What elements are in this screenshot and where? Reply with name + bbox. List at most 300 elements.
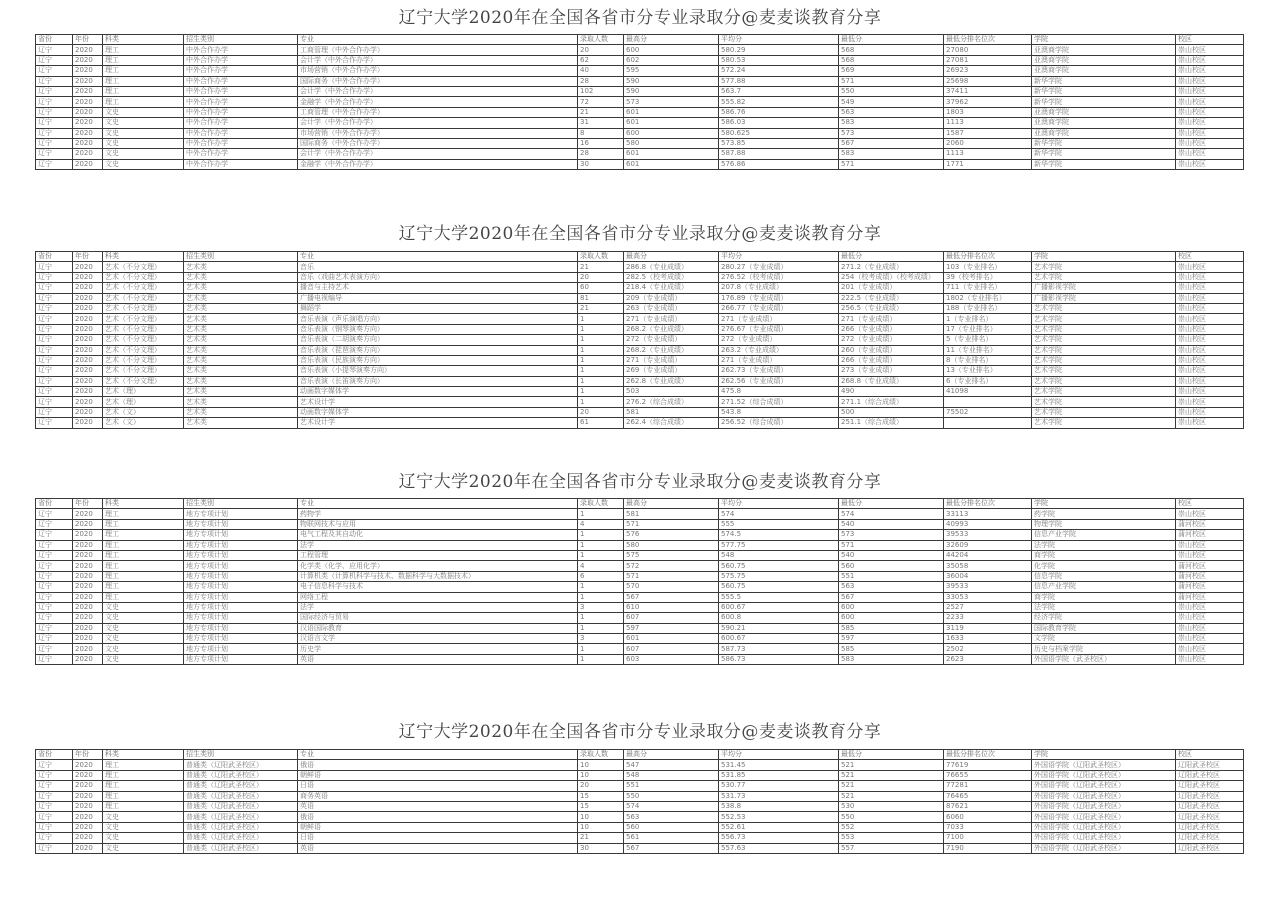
- table-cell: 理工: [103, 66, 184, 76]
- table-cell: 崇山校区: [1176, 602, 1244, 612]
- table-cell: 2233: [944, 613, 1032, 623]
- table-cell: 581: [624, 509, 719, 519]
- table-cell: 辽阳武圣校区: [1176, 843, 1244, 853]
- table-cell: 理工: [103, 582, 184, 592]
- table-cell: 601: [624, 634, 719, 644]
- table-cell: 辽宁: [36, 149, 73, 159]
- table-cell: 地方专项计划: [184, 582, 298, 592]
- table-cell: 崇山校区: [1176, 397, 1244, 407]
- table-cell: 理工: [103, 519, 184, 529]
- table-cell: 30: [578, 159, 624, 169]
- table-cell: 572.24: [719, 66, 839, 76]
- table-cell: 531.73: [719, 791, 839, 801]
- table-cell: 辽宁: [36, 387, 73, 397]
- table-row: [36, 418, 1244, 428]
- table-header-row: [36, 750, 1244, 760]
- table-cell: 25698: [944, 76, 1032, 86]
- column-header: 招生类别: [184, 252, 298, 262]
- table-cell: 辽宁: [36, 262, 73, 272]
- table-cell: 文史: [103, 623, 184, 633]
- table-row: [36, 314, 1244, 324]
- score-table: [35, 498, 1244, 665]
- table-cell: 552: [839, 822, 944, 832]
- table-row: [36, 407, 1244, 417]
- table-cell: 艺术类: [184, 345, 298, 355]
- table-cell: 普通类（辽阳武圣校区）: [184, 822, 298, 832]
- table-cell: 2020: [73, 540, 103, 550]
- table-cell: 崇山校区: [1176, 66, 1244, 76]
- table-cell: 1: [578, 324, 624, 334]
- table-cell: 音乐表演（声乐演唱方向）: [298, 314, 578, 324]
- column-header: 专业: [298, 499, 578, 509]
- table-cell: 英语: [298, 843, 578, 853]
- table-cell: 563: [624, 812, 719, 822]
- column-header: 平均分: [719, 750, 839, 760]
- column-header: 最低分排名位次: [944, 252, 1032, 262]
- table-cell: 188（专业排名）: [944, 303, 1032, 313]
- table-cell: 1633: [944, 634, 1032, 644]
- table-cell: 577.75: [719, 540, 839, 550]
- table-cell: 电气工程及其自动化: [298, 530, 578, 540]
- table-cell: 8（专业排名）: [944, 355, 1032, 365]
- table-cell: 历史与档案学院: [1032, 644, 1176, 654]
- table-cell: 218.4（专业成绩）: [624, 283, 719, 293]
- table-cell: 37962: [944, 97, 1032, 107]
- table-cell: 2020: [73, 324, 103, 334]
- table-cell: 2020: [73, 770, 103, 780]
- table-cell: 2020: [73, 283, 103, 293]
- table-cell: 2020: [73, 602, 103, 612]
- table-cell: 会计学（中外合作办学）: [298, 55, 578, 65]
- column-header: 最高分: [624, 499, 719, 509]
- table-cell: [944, 418, 1032, 428]
- table-cell: 563: [839, 582, 944, 592]
- table-cell: 辽宁: [36, 582, 73, 592]
- table-cell: 595: [624, 66, 719, 76]
- table-cell: 2020: [73, 293, 103, 303]
- table-cell: 201（专业成绩）: [839, 283, 944, 293]
- table-cell: 艺术类: [184, 262, 298, 272]
- table-cell: 272（专业成绩）: [719, 335, 839, 345]
- table-cell: 2020: [73, 159, 103, 169]
- table-cell: 572: [624, 561, 719, 571]
- table-cell: 播音与主持艺术: [298, 283, 578, 293]
- table-cell: 辽宁: [36, 550, 73, 560]
- table-cell: 药学院: [1032, 509, 1176, 519]
- table-cell: 崇山校区: [1176, 634, 1244, 644]
- table-cell: 574: [839, 509, 944, 519]
- table-title-1: 辽宁大学2020年在全国各省市分专业录取分@麦麦谈教育分享: [398, 8, 882, 28]
- table-cell: 外国语学院（辽阳武圣校区）: [1032, 801, 1176, 811]
- table-cell: 艺术学院: [1032, 355, 1176, 365]
- table-cell: 2020: [73, 407, 103, 417]
- table-cell: 2020: [73, 138, 103, 148]
- table-cell: 15: [578, 791, 624, 801]
- table-cell: 外国语学院（武圣校区）: [1032, 654, 1176, 664]
- table-cell: 550: [839, 812, 944, 822]
- table-cell: 地方专项计划: [184, 530, 298, 540]
- table-cell: 571: [839, 159, 944, 169]
- table-cell: 1803: [944, 107, 1032, 117]
- table-row: [36, 159, 1244, 169]
- table-cell: 商务英语: [298, 791, 578, 801]
- table-cell: 17（专业排名）: [944, 324, 1032, 334]
- table-cell: 辽宁: [36, 760, 73, 770]
- table-cell: 艺术类: [184, 335, 298, 345]
- table-cell: 艺术（不分文理）: [103, 335, 184, 345]
- column-header: 校区: [1176, 499, 1244, 509]
- table-cell: 33053: [944, 592, 1032, 602]
- table-cell: 2020: [73, 107, 103, 117]
- table-cell: 辽宁: [36, 107, 73, 117]
- table-cell: 2020: [73, 519, 103, 529]
- table-cell: 560: [624, 822, 719, 832]
- table-cell: 崇山校区: [1176, 314, 1244, 324]
- table-cell: 电子信息科学与技术: [298, 582, 578, 592]
- table-cell: 文史: [103, 149, 184, 159]
- table-cell: 2020: [73, 509, 103, 519]
- table-row: [36, 272, 1244, 282]
- table-cell: 560.75: [719, 582, 839, 592]
- table-row: [36, 654, 1244, 664]
- table-cell: 艺术学院: [1032, 262, 1176, 272]
- table-cell: 普通类（辽阳武圣校区）: [184, 801, 298, 811]
- table-cell: 广播影视学院: [1032, 293, 1176, 303]
- table-cell: 俄语: [298, 812, 578, 822]
- table-row: [36, 519, 1244, 529]
- column-header: 学院: [1032, 252, 1176, 262]
- table-cell: 711（专业排名）: [944, 283, 1032, 293]
- table-cell: [944, 397, 1032, 407]
- table-cell: 亚澳商学院: [1032, 128, 1176, 138]
- table-cell: 理工: [103, 760, 184, 770]
- table-cell: 艺术类: [184, 355, 298, 365]
- table-cell: 20: [578, 272, 624, 282]
- table-cell: 崇山校区: [1176, 355, 1244, 365]
- column-header: 招生类别: [184, 499, 298, 509]
- table-cell: 亚澳商学院: [1032, 55, 1176, 65]
- table-cell: 2020: [73, 833, 103, 843]
- table-row: [36, 509, 1244, 519]
- table-cell: 辽宁: [36, 86, 73, 96]
- table-cell: 490: [839, 387, 944, 397]
- table-cell: 37411: [944, 86, 1032, 96]
- table-cell: 102: [578, 86, 624, 96]
- table-cell: 中外合作办学: [184, 97, 298, 107]
- table-cell: 金融学（中外合作办学）: [298, 159, 578, 169]
- table-cell: 艺术类: [184, 397, 298, 407]
- table-cell: 263.2（专业成绩）: [719, 345, 839, 355]
- table-cell: 信息产业学院: [1032, 582, 1176, 592]
- table-cell: 600.67: [719, 634, 839, 644]
- table-cell: 1: [578, 366, 624, 376]
- table-cell: 中外合作办学: [184, 76, 298, 86]
- table-cell: 583: [839, 654, 944, 664]
- table-row: [36, 76, 1244, 86]
- table-cell: 7190: [944, 843, 1032, 853]
- table-cell: 21: [578, 833, 624, 843]
- column-header: 科类: [103, 252, 184, 262]
- table-cell: 地方专项计划: [184, 550, 298, 560]
- table-cell: 辽宁: [36, 791, 73, 801]
- table-cell: 普通类（辽阳武圣校区）: [184, 760, 298, 770]
- table-cell: 521: [839, 770, 944, 780]
- table-cell: 603: [624, 654, 719, 664]
- table-cell: 艺术（不分文理）: [103, 366, 184, 376]
- table-cell: 271.1（综合成绩）: [839, 397, 944, 407]
- table-cell: 崇山校区: [1176, 118, 1244, 128]
- table-cell: 辽宁: [36, 644, 73, 654]
- table-cell: 崇山校区: [1176, 550, 1244, 560]
- table-cell: 崇山校区: [1176, 86, 1244, 96]
- table-cell: 文史: [103, 654, 184, 664]
- table-cell: 1: [578, 530, 624, 540]
- table-cell: 音乐表演（琵琶演奏方向）: [298, 345, 578, 355]
- table-row: [36, 770, 1244, 780]
- table-row: [36, 613, 1244, 623]
- table-cell: 崇山校区: [1176, 509, 1244, 519]
- table-cell: 568: [839, 45, 944, 55]
- table-cell: 552.53: [719, 812, 839, 822]
- table-cell: 561: [624, 833, 719, 843]
- table-row: [36, 634, 1244, 644]
- table-cell: 崇山校区: [1176, 335, 1244, 345]
- table-cell: 2020: [73, 97, 103, 107]
- table-cell: 崇山校区: [1176, 540, 1244, 550]
- table-cell: 607: [624, 644, 719, 654]
- table-cell: 1113: [944, 149, 1032, 159]
- table-row: [36, 138, 1244, 148]
- table-cell: 7033: [944, 822, 1032, 832]
- table-cell: 10: [578, 760, 624, 770]
- table-cell: 2020: [73, 366, 103, 376]
- table-cell: 崇山校区: [1176, 407, 1244, 417]
- table-cell: 2020: [73, 801, 103, 811]
- table-cell: 文史: [103, 644, 184, 654]
- table-cell: 崇山校区: [1176, 107, 1244, 117]
- table-cell: 崇山校区: [1176, 418, 1244, 428]
- table-row: [36, 812, 1244, 822]
- table-cell: 崇山校区: [1176, 613, 1244, 623]
- table-cell: 艺术类: [184, 366, 298, 376]
- table-cell: 6（专业排名）: [944, 376, 1032, 386]
- table-cell: 569: [839, 66, 944, 76]
- table-cell: 27081: [944, 55, 1032, 65]
- table-cell: 75502: [944, 407, 1032, 417]
- table-cell: 音乐表演（钢琴演奏方向）: [298, 324, 578, 334]
- table-cell: 571: [624, 571, 719, 581]
- table-cell: 585: [839, 644, 944, 654]
- table-title-3: 辽宁大学2020年在全国各省市分专业录取分@麦麦谈教育分享: [398, 472, 882, 492]
- table-cell: 辽宁: [36, 654, 73, 664]
- column-header: 专业: [298, 750, 578, 760]
- column-header: 录取人数: [578, 750, 624, 760]
- table-cell: 外国语学院（辽阳武圣校区）: [1032, 822, 1176, 832]
- admission-table-2: [35, 251, 1243, 429]
- table-cell: 547: [624, 760, 719, 770]
- table-cell: 580.53: [719, 55, 839, 65]
- table-cell: 1: [578, 654, 624, 664]
- column-header: 省份: [36, 750, 73, 760]
- table-cell: 1: [578, 623, 624, 633]
- table-cell: 中外合作办学: [184, 45, 298, 55]
- table-cell: 271（专业成绩）: [624, 314, 719, 324]
- table-cell: 2020: [73, 118, 103, 128]
- table-cell: 26923: [944, 66, 1032, 76]
- table-cell: 268.2（专业成绩）: [624, 345, 719, 355]
- column-header: 年份: [73, 252, 103, 262]
- table-cell: 艺术（不分文理）: [103, 324, 184, 334]
- table-cell: 外国语学院（辽阳武圣校区）: [1032, 760, 1176, 770]
- table-cell: 2020: [73, 592, 103, 602]
- table-cell: 商学院: [1032, 592, 1176, 602]
- table-cell: 新华学院: [1032, 97, 1176, 107]
- table-cell: 549: [839, 97, 944, 107]
- table-cell: 文史: [103, 138, 184, 148]
- table-cell: 2020: [73, 760, 103, 770]
- table-cell: 普通类（辽阳武圣校区）: [184, 843, 298, 853]
- table-cell: 268.2（专业成绩）: [624, 324, 719, 334]
- table-cell: 辽宁: [36, 128, 73, 138]
- table-cell: 1: [578, 509, 624, 519]
- table-cell: 600.8: [719, 613, 839, 623]
- table-cell: 560: [839, 561, 944, 571]
- table-cell: 辽宁: [36, 138, 73, 148]
- table-cell: 61: [578, 418, 624, 428]
- table-cell: 222.5（专业成绩）: [839, 293, 944, 303]
- table-cell: 40: [578, 66, 624, 76]
- table-cell: 580: [624, 540, 719, 550]
- table-cell: 2502: [944, 644, 1032, 654]
- table-row: [36, 86, 1244, 96]
- table-cell: 辽宁: [36, 66, 73, 76]
- table-cell: 俄语: [298, 760, 578, 770]
- table-cell: 3: [578, 634, 624, 644]
- table-cell: 575: [624, 550, 719, 560]
- table-cell: 辽宁: [36, 272, 73, 282]
- table-cell: 31: [578, 118, 624, 128]
- table-cell: 600: [624, 128, 719, 138]
- table-cell: 外国语学院（辽阳武圣校区）: [1032, 843, 1176, 853]
- table-cell: 辽宁: [36, 303, 73, 313]
- table-cell: 法学: [298, 540, 578, 550]
- table-cell: 中外合作办学: [184, 138, 298, 148]
- table-cell: 2020: [73, 781, 103, 791]
- table-cell: 103（专业排名）: [944, 262, 1032, 272]
- table-cell: 21: [578, 262, 624, 272]
- table-cell: 外国语学院（辽阳武圣校区）: [1032, 791, 1176, 801]
- table-cell: 文史: [103, 602, 184, 612]
- table-cell: 地方专项计划: [184, 654, 298, 664]
- table-cell: 586.03: [719, 118, 839, 128]
- column-header: 最高分: [624, 35, 719, 45]
- table-row: [36, 781, 1244, 791]
- table-cell: 263（专业成绩）: [624, 303, 719, 313]
- table-cell: 266（专业成绩）: [839, 355, 944, 365]
- column-header: 招生类别: [184, 35, 298, 45]
- table-cell: 辽宁: [36, 76, 73, 86]
- table-cell: 艺术学院: [1032, 324, 1176, 334]
- table-cell: 历史学: [298, 644, 578, 654]
- table-cell: 1802（专业排名）: [944, 293, 1032, 303]
- table-cell: 药物学: [298, 509, 578, 519]
- table-row: [36, 303, 1244, 313]
- table-cell: 崇山校区: [1176, 97, 1244, 107]
- table-cell: 540: [839, 519, 944, 529]
- table-cell: 辽阳武圣校区: [1176, 822, 1244, 832]
- table-cell: 广播影视学院: [1032, 283, 1176, 293]
- table-cell: 2020: [73, 303, 103, 313]
- table-cell: 10: [578, 770, 624, 780]
- table-cell: 573.85: [719, 138, 839, 148]
- table-cell: 2020: [73, 397, 103, 407]
- table-cell: 国际商务（中外合作办学）: [298, 76, 578, 86]
- table-cell: 普通类（辽阳武圣校区）: [184, 812, 298, 822]
- table-cell: 辽宁: [36, 45, 73, 55]
- table-cell: 艺术类: [184, 272, 298, 282]
- table-cell: 法学院: [1032, 540, 1176, 550]
- table-cell: 538.8: [719, 801, 839, 811]
- table-cell: 2623: [944, 654, 1032, 664]
- table-cell: 2020: [73, 335, 103, 345]
- table-cell: 亚澳商学院: [1032, 66, 1176, 76]
- table-cell: 辽宁: [36, 530, 73, 540]
- table-row: [36, 602, 1244, 612]
- table-cell: 艺术（理）: [103, 397, 184, 407]
- table-cell: 2020: [73, 582, 103, 592]
- table-cell: 物联网技术与应用: [298, 519, 578, 529]
- table-cell: 1: [578, 376, 624, 386]
- table-cell: 2020: [73, 86, 103, 96]
- table-cell: 艺术学院: [1032, 407, 1176, 417]
- table-cell: 辽宁: [36, 418, 73, 428]
- table-cell: 新华学院: [1032, 86, 1176, 96]
- table-cell: 新华学院: [1032, 159, 1176, 169]
- table-cell: 60: [578, 283, 624, 293]
- table-cell: 76465: [944, 791, 1032, 801]
- table-cell: 中外合作办学: [184, 159, 298, 169]
- table-cell: 亚澳商学院: [1032, 118, 1176, 128]
- table-cell: 辽阳武圣校区: [1176, 801, 1244, 811]
- table-cell: 597: [624, 623, 719, 633]
- table-cell: 亚澳商学院: [1032, 107, 1176, 117]
- table-cell: 化学院: [1032, 561, 1176, 571]
- table-cell: 580: [624, 138, 719, 148]
- table-row: [36, 530, 1244, 540]
- column-header: 科类: [103, 750, 184, 760]
- table-row: [36, 107, 1244, 117]
- column-header: 年份: [73, 35, 103, 45]
- table-cell: 蒲河校区: [1176, 519, 1244, 529]
- table-cell: 崇山校区: [1176, 149, 1244, 159]
- table-cell: 辽宁: [36, 623, 73, 633]
- table-cell: 音乐表演（长笛演奏方向）: [298, 376, 578, 386]
- table-cell: 文史: [103, 812, 184, 822]
- table-cell: 地方专项计划: [184, 540, 298, 550]
- table-cell: 辽宁: [36, 540, 73, 550]
- table-cell: 6060: [944, 812, 1032, 822]
- score-table: [35, 34, 1244, 170]
- table-cell: 72: [578, 97, 624, 107]
- column-header: 年份: [73, 750, 103, 760]
- table-cell: 普通类（辽阳武圣校区）: [184, 781, 298, 791]
- table-row: [36, 293, 1244, 303]
- table-cell: 266.77（专业成绩）: [719, 303, 839, 313]
- table-cell: 地方专项计划: [184, 592, 298, 602]
- table-cell: 艺术学院: [1032, 387, 1176, 397]
- table-cell: 辽宁: [36, 801, 73, 811]
- table-cell: 567: [839, 592, 944, 602]
